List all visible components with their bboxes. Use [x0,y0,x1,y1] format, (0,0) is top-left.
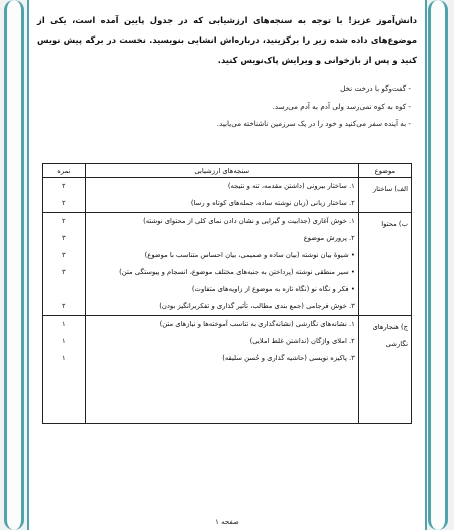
essay-topic-item: - گفت‌وگو با درخت نخل [340,84,411,93]
criterion-text: ۲. املای واژگان (نداشتن غلط املایی) [249,337,355,345]
table-header-row [43,164,412,178]
criterion-text: ۳. خوش فرجامی (جمع بندی مطالب، تأثیر گذاری و تفکربرانگیز بودن) [159,302,355,310]
instructions-paragraph: دانش‌آموز عزیز! با توجه به سنجه‌های ارزشیابی که در جدول پایین آمده است، یکی از موضوع‌های داده شده زیر را برگزینید، درباره‌اش انشایی بنویسید. نخست در برگه پیش نویس کنید و پس از بازخوانی و ویرایش پاک‌نویس کنید. [37,15,417,65]
criterion-text: ۱. ساختار بیرونی (داشتن مقدمه، تنه و نتیجه) [227,182,355,190]
criterion-score: ۳ [62,234,66,242]
section-topic: ج) هنجارهای نگارشی [358,316,411,424]
criteria-cell [85,213,358,316]
criterion-score [46,281,82,298]
section-topic: الف) ساختار [358,178,411,213]
left-margin-rail [4,0,24,530]
header-topic: موضوع [358,164,411,178]
criterion-score: ۱ [62,337,66,345]
score-cell [43,213,86,316]
criteria-cell [85,316,358,424]
essay-topic-item: - کوه به کوه نمی‌رسد ولی آدم به آدم می‌رسد. [272,101,411,111]
rubric-table [42,163,412,424]
criterion-score: ۳ [62,268,66,276]
criterion-score: ۱ [62,354,66,362]
criterion-text: • شیوۀ بیان نوشته (بیان ساده و صمیمی، بیان احساس متناسب با موضوع) [144,251,355,259]
criterion-text: ۳. پاکیزه نویسی (حاشیه گذاری و حُسن سلیقه) [222,354,355,362]
criterion-text: ۲. پرورش موضوع [303,234,355,242]
criteria-cell [85,178,358,213]
criterion-text: ۱. خوش آغازی (جذابیت و گیرایی و نشان دادن نمای کلی از محتوای نوشته) [143,217,355,225]
essay-topic-item: - به آینده سفر می‌کنید و خود را در یک سرزمین ناشناخته می‌یابید. [216,119,411,128]
score-cell [43,178,86,213]
criterion-score: ۲ [62,182,66,190]
essay-topics-list [71,80,411,133]
section-topic: ب) محتوا [358,213,411,316]
criterion-score: ۲ [62,199,66,207]
criterion-score: ۲ [62,302,66,310]
table-row [43,316,412,424]
right-margin-rail [428,0,448,530]
criterion-text: ۱. نشانه‌های نگارشی (نشانه‌گذاری به تناسب آموخته‌ها و نیازهای متن) [159,320,355,328]
criterion-score: ۳ [62,251,66,259]
criterion-text: • سیر منطقی نوشته (پرداختن به جنبه‌های مختلف موضوع، انسجام و پیوستگی متن) [119,268,355,276]
page-number: صفحه ۱ [215,518,239,526]
table-row [43,178,412,213]
table-row [43,213,412,316]
header-score: نمره [43,164,86,178]
criterion-score: ۱ [62,320,66,328]
score-cell [43,316,86,424]
criterion-text: • فکر و نگاه نو (نگاه تازه به موضوع از زاویه‌های متفاوت) [191,285,355,293]
criterion-text: ۲. ساختار زبانی (زبان نوشته ساده، جمله‌های کوتاه و رسا) [190,199,355,207]
criterion-score: ۲ [62,217,66,225]
exam-page [27,0,427,530]
header-criteria: سنجه‌های ارزشیابی [85,164,358,178]
